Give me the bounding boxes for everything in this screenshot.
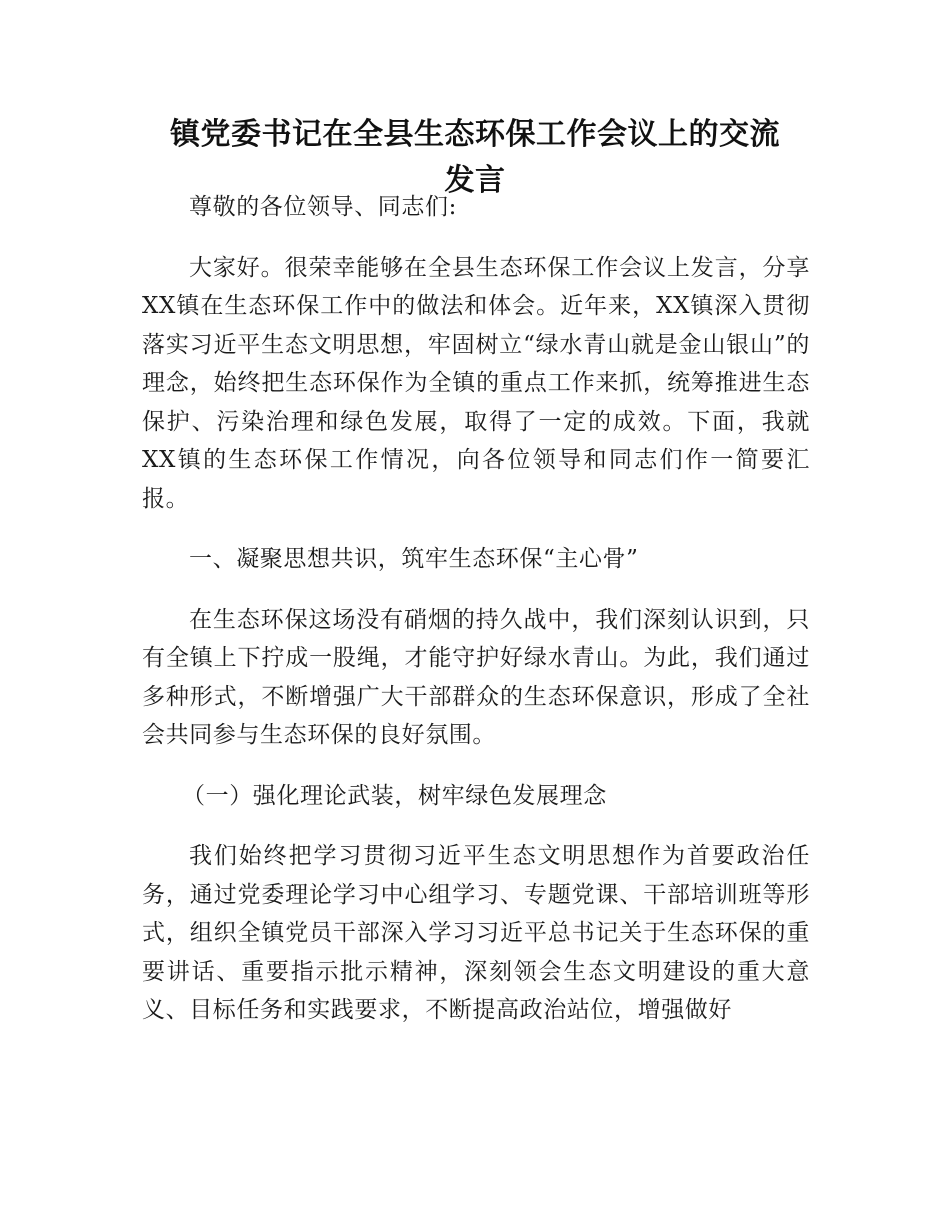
section-heading-1: 一、凝聚思想共识，筑牢生态环保“主心骨” — [189, 546, 639, 572]
title-line-2: 发言 — [444, 163, 506, 198]
paragraph-section-1: 在生态环保这场没有硝烟的持久战中，我们深刻认识到，只有全镇上下拧成一股绳，才能守护好绿水青山。为此，我们通过多种形式，不断增强广大干部群众的生态环保意识，形成了全社会共同参与生态环保的良好氛围。 — [142, 606, 810, 748]
document-body — [142, 188, 810, 1052]
paragraph-intro: 大家好。很荣幸能够在全县生态环保工作会议上发言，分享XX镇在生态环保工作中的做法和体会。近年来，XX镇深入贯彻落实习近平生态文明思想，牢固树立“绿水青山就是金山银山”的理念，始终把生态环保作为全镇的重点工作来抓，统筹推进生态保护、污染治理和绿色发展，取得了一定的成效。下面，我就XX镇的生态环保工作情况，向各位领导和同志们作一简要汇报。 — [142, 254, 810, 512]
salutation: 尊敬的各位领导、同志们: — [189, 194, 457, 220]
title-line-1: 镇党委书记在全县生态环保工作会议上的交流 — [170, 117, 780, 152]
paragraph-subsection-1: 我们始终把学习贯彻习近平生态文明思想作为首要政治任务，通过党委理论学习中心组学习、专题党课、干部培训班等形式，组织全镇党员干部深入学习习近平总书记关于生态环保的重要讲话、重要指示批示精神，深刻领会生态文明建设的重大意义、目标任务和实践要求，不断提高政治站位，增强做好 — [142, 843, 810, 1023]
subsection-heading-1: （一）强化理论武装，树牢绿色发展理念 — [182, 782, 607, 809]
